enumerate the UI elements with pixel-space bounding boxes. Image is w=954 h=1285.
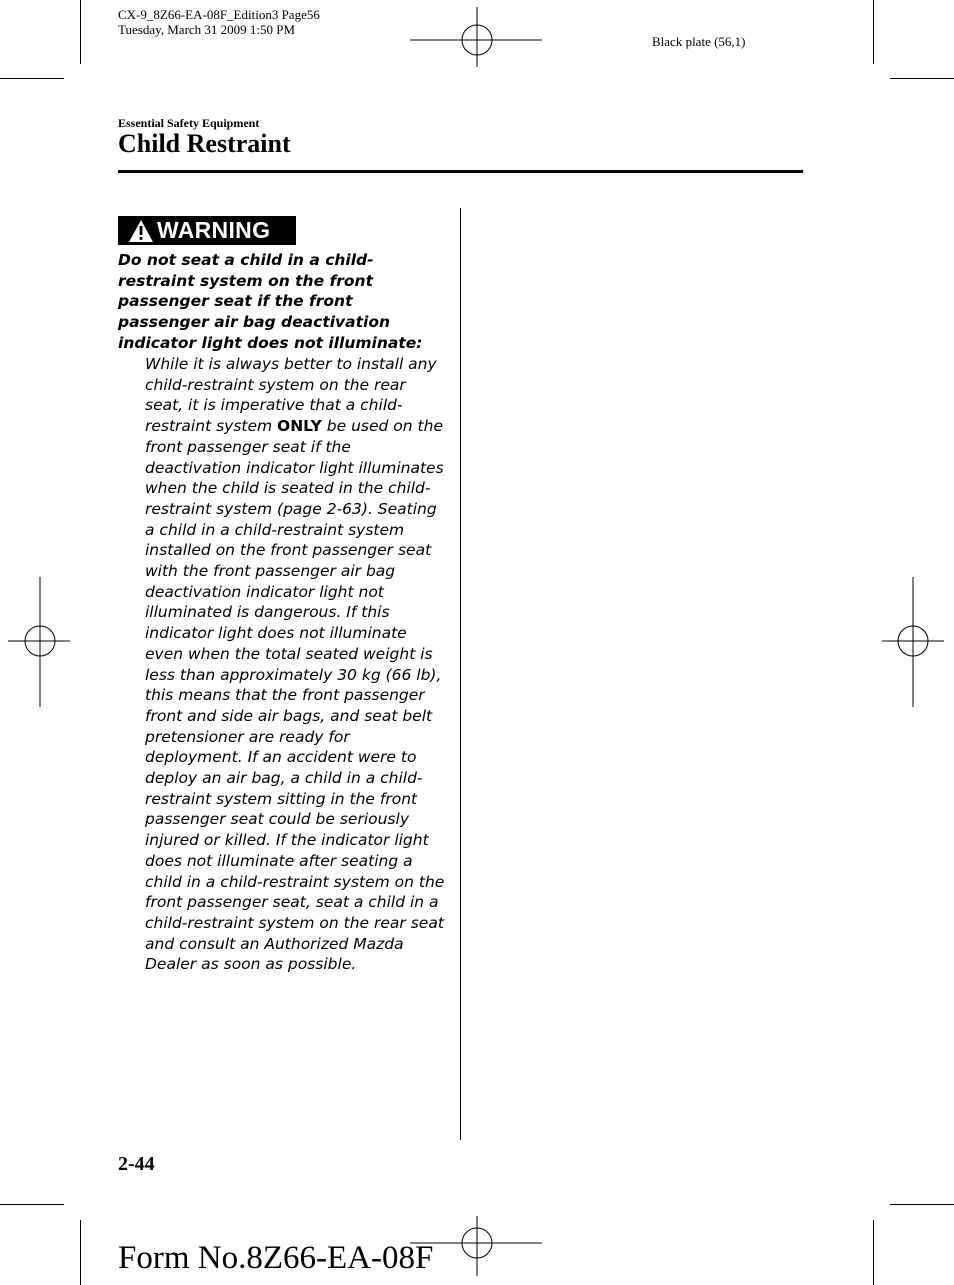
crop-mark <box>873 1220 874 1285</box>
print-job-line: CX-9_8Z66-EA-08F_Edition3 Page56 <box>118 7 320 22</box>
registration-mark-icon <box>410 7 542 67</box>
plate-label: Black plate (56,1) <box>652 34 746 49</box>
title-rule <box>118 170 803 173</box>
crop-mark <box>80 0 81 64</box>
warning-label: WARNING <box>157 217 271 243</box>
column-divider <box>460 208 461 1140</box>
warning-body-text: be used on the front passenger seat if the deactivation indicator light illuminates when the child is seated in the child-restraint system (page 2-63). Seating a child in a child-restraint system installed on the front passenger seat with the front passenger air bag deactivation indicator light not illuminated is dangerous. If this indicator light does not illuminate even when the total seated weight is less than approximately 30 kg (66 lb), this means that the front passenger front and side air bags, and seat belt pretensioner are ready for deployment. If an accident were to deploy an air bag, a child in a child-restraint system sitting in the front passenger seat could be seriously injured or killed. If the indicator light does not illuminate after seating a child in a child-restraint system on the front passenger seat, seat a child in a child-restraint system on the rear seat and consult an Authorized Mazda Dealer as soon as possible. <box>145 417 445 974</box>
crop-mark <box>873 0 874 64</box>
crop-mark <box>890 1204 954 1205</box>
crop-mark <box>890 78 954 79</box>
crop-mark <box>0 78 64 79</box>
print-job-info <box>118 7 320 37</box>
registration-mark-icon <box>8 577 70 707</box>
crop-mark <box>0 1204 64 1205</box>
warning-body <box>145 354 445 975</box>
warning-triangle-icon <box>128 219 154 243</box>
registration-mark-icon <box>882 577 944 707</box>
page-title: Child Restraint <box>118 129 291 158</box>
print-date-line: Tuesday, March 31 2009 1:50 PM <box>118 22 296 37</box>
warning-body-emphasis: ONLY <box>277 417 322 436</box>
section-label: Essential Safety Equipment <box>118 116 260 130</box>
warning-badge <box>118 216 296 245</box>
form-number: Form No.8Z66-EA-08F <box>118 1240 434 1276</box>
crop-mark <box>80 1220 81 1285</box>
page-number: 2-44 <box>118 1153 155 1175</box>
warning-heading: Do not seat a child in a child-restraint system on the front passenger seat if the front passenger air bag deactivation indicator light does not illuminate: <box>118 251 423 352</box>
warning-body-text: While it is always better to install any child-restraint system on the rear seat, it is imperative that a child-restraint system <box>145 355 437 436</box>
